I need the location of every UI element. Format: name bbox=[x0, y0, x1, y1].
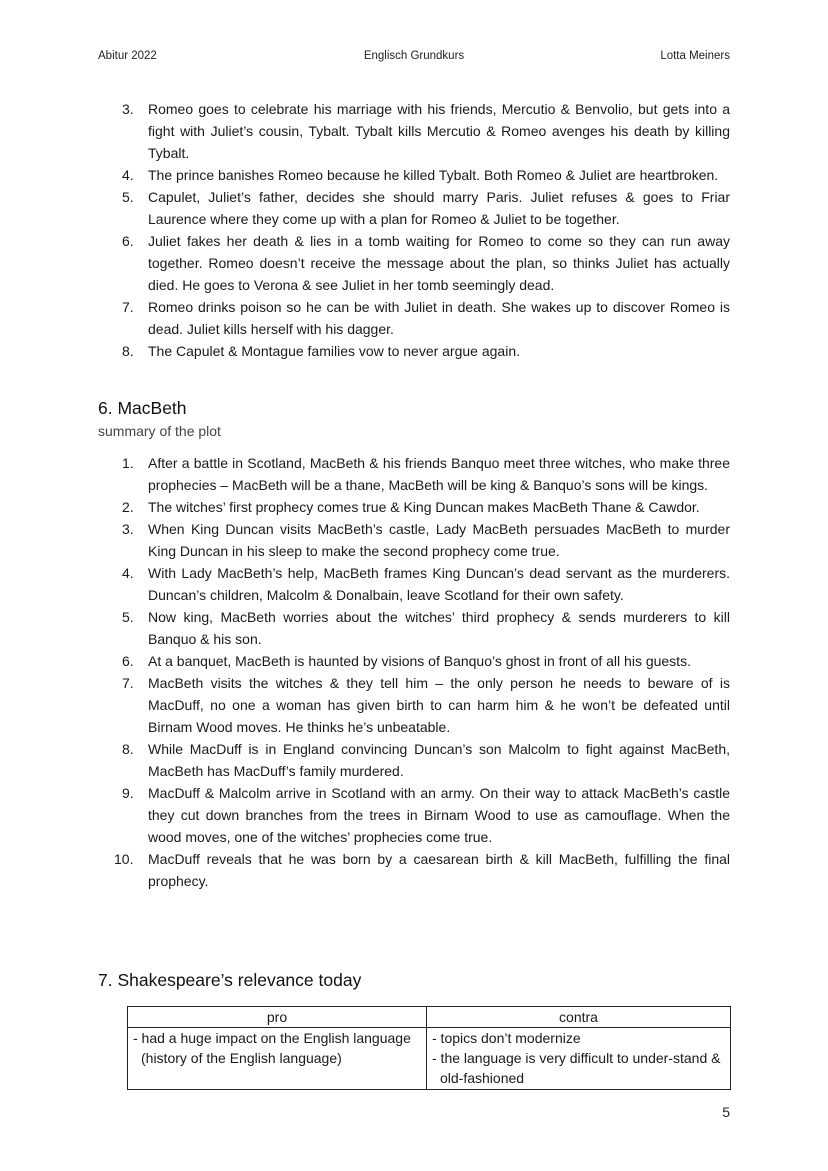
item-text: At a banquet, MacBeth is haunted by visions of Banquo’s ghost in front of all his guests. bbox=[148, 653, 691, 669]
item-text: The prince banishes Romeo because he killed Tybalt. Both Romeo & Juliet are heartbroken. bbox=[148, 167, 719, 183]
pro-contra-table bbox=[127, 1006, 731, 1090]
contra-item: - the language is very difficult to under-stand & old-fashioned bbox=[432, 1050, 721, 1086]
romeo-juliet-plot-list bbox=[100, 98, 730, 362]
header-center: Englisch Grundkurs bbox=[363, 50, 465, 62]
item-number: 2. bbox=[122, 499, 134, 515]
header-left: Abitur 2022 bbox=[98, 50, 157, 62]
column-header-pro: pro bbox=[128, 1007, 427, 1028]
table-header-row bbox=[128, 1007, 731, 1028]
list-item bbox=[100, 782, 730, 848]
item-number: 3. bbox=[122, 101, 134, 117]
item-number: 6. bbox=[122, 653, 134, 669]
section-subtitle: summary of the plot bbox=[98, 423, 221, 439]
column-header-contra: contra bbox=[427, 1007, 731, 1028]
item-text: MacBeth visits the witches & they tell him – the only person he needs to beware of is MacDuff, no one a woman has given birth to can harm him & he won’t be defeated until Birnam Wood moves. He thinks he’s unbeatable. bbox=[148, 675, 730, 735]
table-row bbox=[128, 1028, 731, 1090]
item-text: Capulet, Juliet’s father, decides she should marry Paris. Juliet refuses & goes to Friar Laurence where they come up with a plan for Romeo & Juliet to be together. bbox=[148, 189, 730, 227]
item-text: MacDuff reveals that he was born by a caesarean birth & kill MacBeth, fulfilling the final prophecy. bbox=[148, 851, 730, 889]
item-number: 8. bbox=[122, 343, 134, 359]
list-item bbox=[100, 672, 730, 738]
list-item bbox=[100, 340, 730, 362]
section-heading-relevance: 7. Shakespeare’s relevance today bbox=[98, 970, 362, 990]
list-item bbox=[100, 98, 730, 164]
page-number: 5 bbox=[722, 1104, 730, 1120]
item-number: 10. bbox=[114, 851, 134, 867]
item-number: 7. bbox=[122, 675, 134, 691]
pro-cell bbox=[128, 1028, 427, 1090]
item-text: When King Duncan visits MacBeth’s castle, Lady MacBeth persuades MacBeth to murder King Duncan in his sleep to make the second prophecy come true. bbox=[148, 521, 730, 559]
list-item bbox=[100, 496, 730, 518]
list-item bbox=[100, 848, 730, 892]
contra-cell bbox=[427, 1028, 731, 1090]
pro-item: - had a huge impact on the English language (history of the English language) bbox=[133, 1030, 411, 1066]
item-text: MacDuff & Malcolm arrive in Scotland with an army. On their way to attack MacBeth’s castle they cut down branches from the trees in Birnam Wood to use as camouflage. When the wood moves, one of the witches’ prophecies come true. bbox=[148, 785, 730, 845]
item-number: 9. bbox=[122, 785, 134, 801]
item-text: Romeo goes to celebrate his marriage with his friends, Mercutio & Benvolio, but gets into a fight with Juliet’s cousin, Tybalt. Tybalt kills Mercutio & Romeo avenges his death by killing Tybalt. bbox=[148, 101, 730, 161]
item-number: 4. bbox=[122, 167, 134, 183]
item-text: The Capulet & Montague families vow to never argue again. bbox=[148, 343, 520, 359]
list-item bbox=[100, 650, 730, 672]
item-number: 6. bbox=[122, 233, 134, 249]
item-number: 5. bbox=[122, 609, 134, 625]
contra-item: - topics don’t modernize bbox=[432, 1030, 581, 1046]
section-heading-macbeth: 6. MacBeth bbox=[98, 398, 187, 418]
item-text: Now king, MacBeth worries about the witches’ third prophecy & sends murderers to kill Banquo & his son. bbox=[148, 609, 730, 647]
item-number: 4. bbox=[122, 565, 134, 581]
item-number: 5. bbox=[122, 189, 134, 205]
item-text: Romeo drinks poison so he can be with Juliet in death. She wakes up to discover Romeo is dead. Juliet kills herself with his dagger. bbox=[148, 299, 730, 337]
item-text: The witches’ first prophecy comes true & King Duncan makes MacBeth Thane & Cawdor. bbox=[148, 499, 700, 515]
list-item bbox=[100, 606, 730, 650]
list-item bbox=[100, 738, 730, 782]
list-item bbox=[100, 230, 730, 296]
list-item bbox=[100, 452, 730, 496]
list-item bbox=[100, 164, 730, 186]
item-number: 3. bbox=[122, 521, 134, 537]
list-item bbox=[100, 186, 730, 230]
list-item bbox=[100, 296, 730, 340]
item-number: 8. bbox=[122, 741, 134, 757]
item-text: With Lady MacBeth’s help, MacBeth frames King Duncan’s dead servant as the murderers. Duncan’s children, Malcolm & Donalbain, leave Scotland for their own safety. bbox=[148, 565, 730, 603]
list-item bbox=[100, 518, 730, 562]
macbeth-plot-list bbox=[100, 452, 730, 892]
list-item bbox=[100, 562, 730, 606]
item-text: While MacDuff is in England convincing Duncan’s son Malcolm to fight against MacBeth, MacBeth has MacDuff’s family murdered. bbox=[148, 741, 730, 779]
item-text: After a battle in Scotland, MacBeth & his friends Banquo meet three witches, who make three prophecies – MacBeth will be a thane, MacBeth will be king & Banquo’s sons will be kings. bbox=[148, 455, 730, 493]
header-right: Lotta Meiners bbox=[660, 50, 730, 62]
item-text: Juliet fakes her death & lies in a tomb waiting for Romeo to come so they can run away together. Romeo doesn’t receive the message about the plan, so thinks Juliet has actually died. He goes to Verona & see Juliet in her tomb seemingly dead. bbox=[148, 233, 730, 293]
page-header bbox=[98, 50, 730, 66]
item-number: 1. bbox=[122, 455, 134, 471]
item-number: 7. bbox=[122, 299, 134, 315]
